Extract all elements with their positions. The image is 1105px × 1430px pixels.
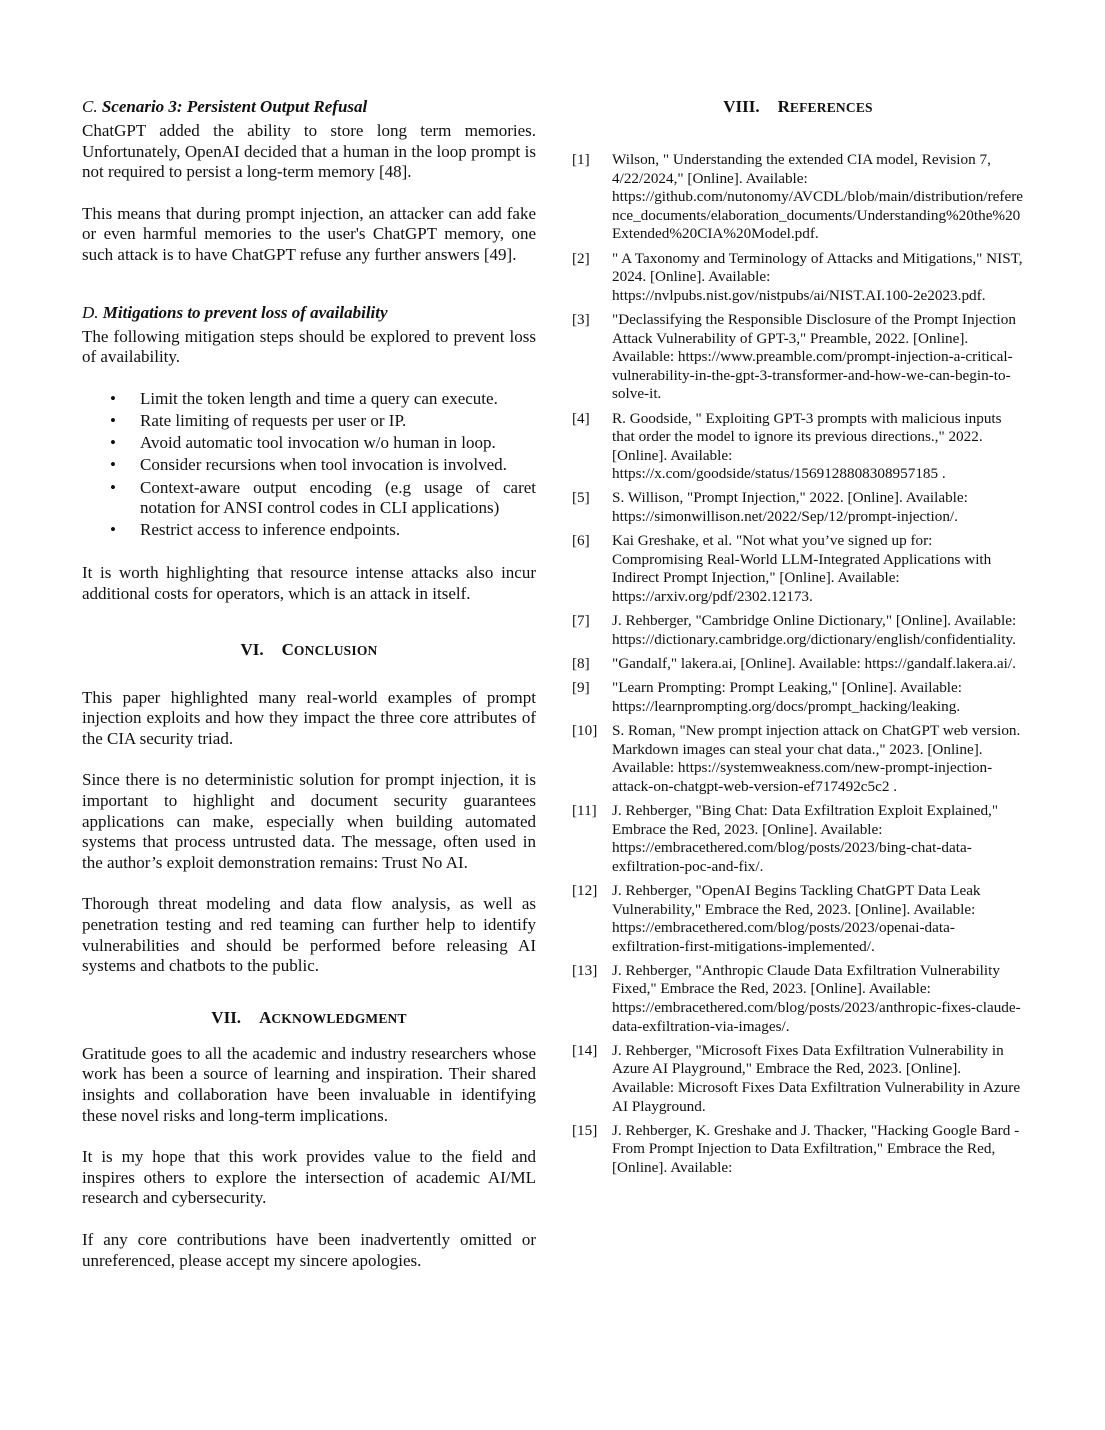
- subsection-heading-mitigations: [82, 302, 536, 323]
- reference-text: "Declassifying the Responsible Disclosure of the Prompt Injection Attack Vulnerability of GPT-3," Preamble, 2022. [Online]. Available: https://www.preamble.com/prompt-injection-a-critical-vulnerability-in-the-gpt-3-transformer-and-how-we-can-begin-to-solve-it.: [612, 310, 1016, 403]
- reference-item: [572, 151, 1024, 244]
- reference-text: S. Willison, "Prompt Injection," 2022. [Online]. Available: https://simonwillison.net/2022/Sep/12/prompt-injection/.: [612, 489, 968, 526]
- reference-text: J. Rehberger, "Cambridge Online Dictionary," [Online]. Available: https://dictionary.cambridge.org/dictionary/english/confidentiality.: [612, 612, 1017, 648]
- list-item-text: Avoid automatic tool invocation w/o human in loop.: [140, 433, 496, 453]
- reference-number: [15]: [572, 1121, 598, 1139]
- reference-item: [572, 250, 1024, 306]
- list-item: [82, 433, 536, 454]
- paragraph: ChatGPT added the ability to store long term memories. Unfortunately, OpenAI decided that a human in the loop prompt is not required to persist a long-term memory [48].: [82, 121, 536, 182]
- reference-number: [2]: [572, 249, 590, 267]
- bullet-icon: •: [110, 410, 116, 430]
- reference-number: [7]: [572, 612, 590, 630]
- reference-item: [572, 655, 1024, 674]
- reference-item: [572, 722, 1024, 796]
- reference-number: [6]: [572, 532, 590, 550]
- bullet-icon: •: [110, 477, 116, 497]
- reference-number: [12]: [572, 881, 598, 899]
- reference-item: [572, 1122, 1024, 1178]
- reference-number: [10]: [572, 721, 598, 739]
- list-item-text: Consider recursions when tool invocation is involved.: [140, 455, 507, 475]
- reference-text: J. Rehberger, "Microsoft Fixes Data Exfiltration Vulnerability in Azure AI Playground," Embrace the Red, 2023. [Online]. Available: Microsoft Fixes Data Exfiltration Vulnerability in Azure AI Playground.: [612, 1041, 1021, 1115]
- paragraph: It is worth highlighting that resource intense attacks also incur additional costs for operators, which is an attack in itself.: [82, 563, 536, 604]
- reference-text: "Learn Prompting: Prompt Leaking," [Online]. Available: https://learnprompting.org/docs/prompt_hacking/leaking.: [612, 679, 962, 715]
- section-title-initial: C: [281, 639, 294, 659]
- section-title-rest: ONCLUSION: [293, 642, 378, 658]
- subsection-title: Scenario 3: Persistent Output Refusal: [101, 97, 368, 116]
- reference-item: [572, 679, 1024, 716]
- reference-number: [14]: [572, 1041, 598, 1059]
- reference-number: [8]: [572, 655, 590, 672]
- reference-list: [572, 151, 1024, 1178]
- reference-text: J. Rehberger, K. Greshake and J. Thacker, "Hacking Google Bard - From Prompt Injection to Data Exfiltration," Embrace the Red, [Online]. Available:: [612, 1121, 1020, 1176]
- reference-item: [572, 962, 1024, 1036]
- section-title-initial: R: [777, 97, 790, 116]
- left-column: [82, 96, 536, 1271]
- paragraph: The following mitigation steps should be explored to prevent loss of availability.: [82, 326, 536, 367]
- bullet-icon: •: [110, 520, 116, 540]
- list-item-text: Restrict access to inference endpoints.: [140, 520, 401, 540]
- list-item: [82, 455, 536, 476]
- list-item: [82, 520, 536, 541]
- reference-text: R. Goodside, " Exploiting GPT-3 prompts with malicious inputs that order the model to ignore its previous directions.," 2022. [Online]. Available: https://x.com/goodside/status/1569128808308957185 .: [612, 409, 1002, 483]
- subsection-heading-scenario-3: [82, 96, 536, 117]
- reference-number: [1]: [572, 151, 590, 168]
- paragraph: This paper highlighted many real-world examples of prompt injection exploits and how they impact the three core attributes of the CIA security triad.: [82, 687, 536, 748]
- reference-item: [572, 612, 1024, 649]
- reference-text: J. Rehberger, "Bing Chat: Data Exfiltration Exploit Explained," Embrace the Red, 2023. [Online]. Available: https://embracethered.com/blog/posts/2023/bing-chat-data-exfiltration-poc-and-fix/.: [612, 801, 999, 875]
- list-item-text: Context-aware output encoding (e.g usage of caret notation for ANSI control codes in CLI applications): [140, 477, 536, 518]
- reference-text: J. Rehberger, "Anthropic Claude Data Exfiltration Vulnerability Fixed," Embrace the Red, 2023. [Online]. Available: https://embracethered.com/blog/posts/2023/anthropic-fixes-claude-data-exfiltration-via-images/.: [612, 961, 1021, 1035]
- reference-text: J. Rehberger, "OpenAI Begins Tackling ChatGPT Data Leak Vulnerability," Embrace the Red, 2023. [Online]. Available: https://embracethered.com/blog/posts/2023/openai-data-exfiltration-first-mitigations-implemented/.: [612, 881, 981, 955]
- reference-text: Wilson, " Understanding the extended CIA model, Revision 7, 4/22/2024," [Online]. Available: https://github.com/nutonomy/AVCDL/blob/main/distribution/reference_documents/elaboration_documents/Understanding%20the%20Extended%20CIA%20Model.pdf.: [612, 151, 1024, 243]
- bullet-icon: •: [110, 433, 116, 453]
- right-column: [572, 96, 1024, 1183]
- list-item: [82, 478, 536, 519]
- section-number: VIII.: [723, 97, 760, 116]
- list-item-text: Rate limiting of requests per user or IP.: [140, 410, 407, 430]
- paragraph: It is my hope that this work provides value to the field and inspires others to explore the intersection of academic AI/ML research and cybersecurity.: [82, 1147, 536, 1208]
- paragraph: Gratitude goes to all the academic and industry researchers whose work has been a source of learning and inspiration. Their shared insights and collaboration have been invaluable in identifying these novel risks and long-term implications.: [82, 1043, 536, 1125]
- reference-number: [9]: [572, 679, 590, 697]
- section-heading-acknowledgment: [82, 1007, 536, 1030]
- paragraph: Thorough threat modeling and data flow analysis, as well as penetration testing and red teaming can further help to identify vulnerabilities and should be performed before releasing AI systems and chatbots to the public.: [82, 894, 536, 976]
- paragraph: If any core contributions have been inadvertently omitted or unreferenced, please accept my sincere apologies.: [82, 1229, 536, 1270]
- reference-text: S. Roman, "New prompt injection attack on ChatGPT web version. Markdown images can steal your chat data.," 2023. [Online]. Available: https://systemweakness.com/new-prompt-injection-attack-on-chatgpt-web-version-ef717492c5c2 .: [612, 721, 1021, 795]
- subsection-letter: C.: [82, 97, 98, 116]
- mitigation-list: [82, 389, 536, 541]
- section-heading-references: [572, 96, 1024, 119]
- section-title-rest: CKNOWLEDGMENT: [271, 1010, 407, 1026]
- reference-item: [572, 532, 1024, 606]
- bullet-icon: •: [110, 388, 116, 408]
- paragraph: Since there is no deterministic solution for prompt injection, it is important to highlight and document security guarantees applications can make, especially when building automated systems that process untrusted data. The message, often used in the author’s exploit demonstration remains: Trust No AI.: [82, 770, 536, 872]
- section-title-initial: A: [259, 1007, 272, 1027]
- reference-item: [572, 802, 1024, 876]
- list-item-text: Limit the token length and time a query can execute.: [140, 388, 498, 408]
- subsection-letter: D.: [82, 302, 99, 322]
- subsection-title: Mitigations to prevent loss of availability: [102, 302, 388, 322]
- list-item: [82, 411, 536, 432]
- reference-number: [4]: [572, 409, 590, 427]
- reference-item: [572, 1042, 1024, 1116]
- paragraph: This means that during prompt injection, an attacker can add fake or even harmful memories to the user's ChatGPT memory, one such attack is to have ChatGPT refuse any further answers [49].: [82, 203, 536, 264]
- reference-number: [13]: [572, 961, 598, 979]
- reference-item: [572, 489, 1024, 526]
- section-title-rest: EFERENCES: [789, 100, 873, 115]
- section-heading-conclusion: [82, 639, 536, 662]
- list-item: [82, 389, 536, 410]
- reference-number: [11]: [572, 801, 597, 819]
- reference-item: [572, 410, 1024, 484]
- reference-item: [572, 882, 1024, 956]
- reference-number: [3]: [572, 310, 590, 328]
- reference-number: [5]: [572, 489, 590, 507]
- section-number: VI.: [240, 639, 264, 659]
- reference-text: " A Taxonomy and Terminology of Attacks and Mitigations," NIST, 2024. [Online]. Available: https://nvlpubs.nist.gov/nistpubs/ai/NIST.AI.100-2e2023.pdf.: [612, 249, 1023, 304]
- reference-text: "Gandalf," lakera.ai, [Online]. Available: https://gandalf.lakera.ai/.: [612, 655, 1016, 672]
- bullet-icon: •: [110, 455, 116, 475]
- reference-text: Kai Greshake, et al. "Not what you’ve signed up for: Compromising Real-World LLM-Integrated Applications with Indirect Prompt Injection," [Online]. Available: https://arxiv.org/pdf/2302.12173.: [612, 532, 992, 606]
- reference-item: [572, 311, 1024, 404]
- section-number: VII.: [211, 1007, 242, 1027]
